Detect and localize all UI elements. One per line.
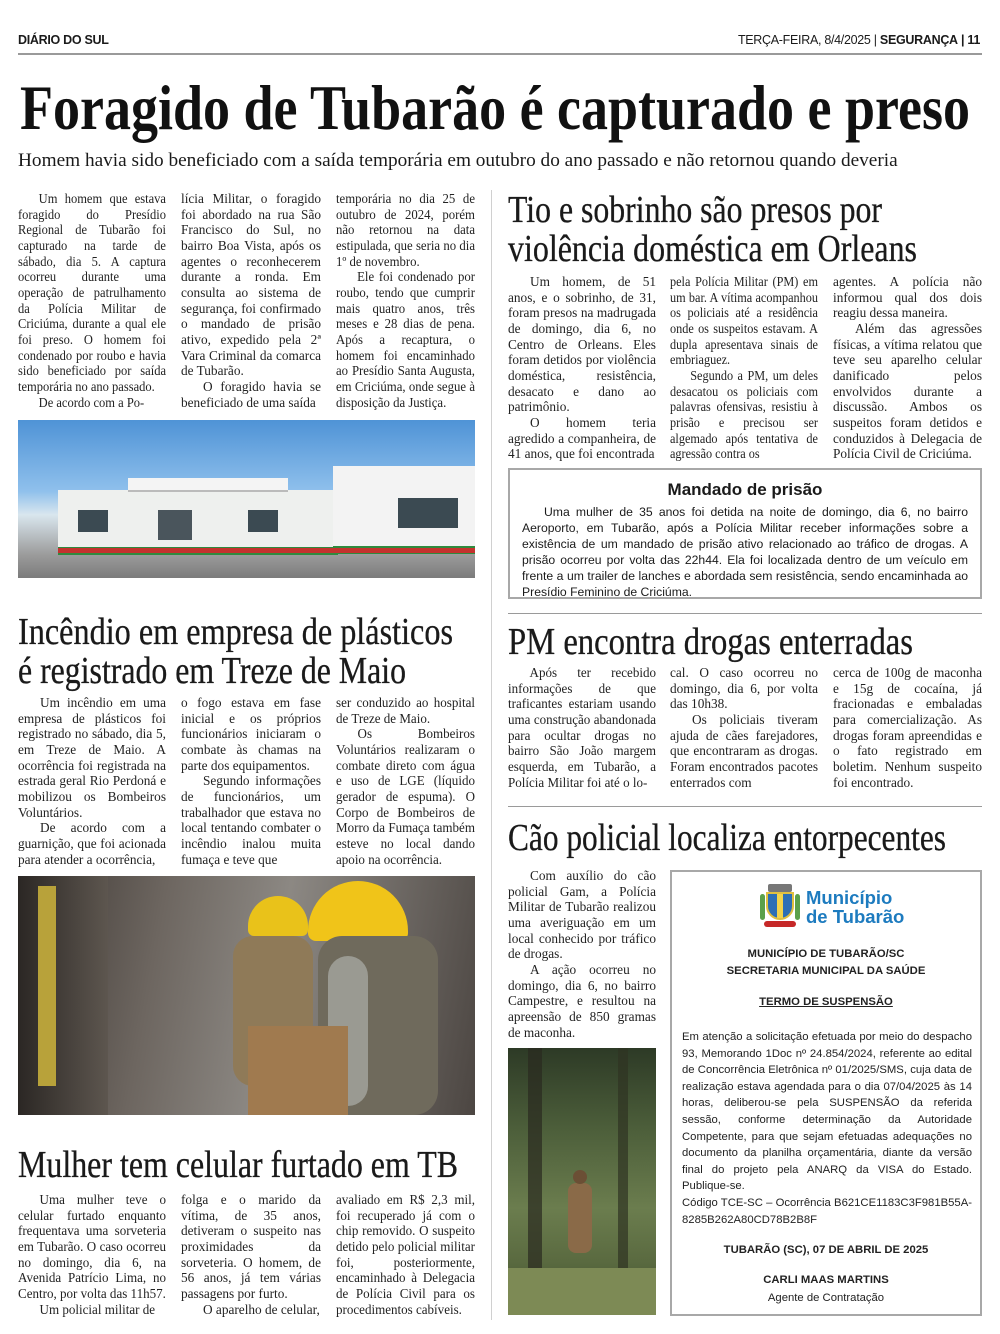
headline-line: PM encontra drogas enterradas [508, 621, 913, 663]
headline-line: Tio e sobrinho são presos por [508, 189, 882, 231]
article-column [508, 868, 656, 1040]
prison-building-photo [18, 420, 475, 578]
tio-headline [508, 191, 994, 269]
box-body: Uma mulher de 35 anos foi detida na noite de domingo, dia 6, no bairro Aeroporto, em Tubarão, após a Polícia Militar receber informações sobre a existência de um mandado de prisão ativo relacionado ao tráfico de drogas. A prisão ocorreu por volta das 22h44. Ela foi localizada dentro de um veículo em frente a um trailer de lanches e abordada sem resistência, sendo encaminhada ao Presídio Feminino de Criciúma. [522, 505, 968, 599]
article-column [508, 665, 656, 790]
paragraph: temporária no dia 25 de outubro de 2024, porém não retornou na data estipulada, que seria no dia 1º de novembro. [336, 191, 475, 269]
paragraph: avaliado em R$ 2,3 mil, foi recuperado já com o chip removido. O suspeito detido pelo policial militar foi, posteriormente, encaminhado à Delegacia de Polícia Civil para os procedimentos cabíveis. [336, 1192, 475, 1317]
paragraph: Os Bombeiros Voluntários realizaram o combate direto com água e uso de LGE (líquido gerador de espuma). O Corpo de Bombeiros de Morro da Fumaça também esteve no local dando apoio na ocorrência. [336, 726, 475, 867]
paragraph: Ele foi condenado por roubo, tendo que cumprir mais quatro anos, três meses e 28 dias de pena. Após a recaptura, o homem foi encaminhado ao Presídio Santa Augusta, em Criciúma, onde segue à disposição da Justiça. [336, 269, 475, 410]
paragraph: De acordo com a guarnição, que foi acionada para atender a ocorrência, [18, 820, 166, 867]
ad-signer-name: CARLI MAAS MARTINS [763, 1274, 889, 1286]
ad-logo-text [806, 888, 904, 926]
article-column [18, 1192, 166, 1317]
paragraph: Com auxílio do cão policial Gam, a Polícia Militar de Tubarão realizou uma averiguação em um local conhecido por tráfico de drogas. [508, 868, 656, 962]
headline-text: Foragido de Tubarão é capturado e preso [20, 72, 970, 143]
article-column [833, 274, 982, 462]
separator: | [873, 33, 877, 47]
section-rule [508, 613, 982, 614]
column-text [181, 1192, 321, 1317]
public-notice-ad [670, 870, 982, 1316]
ad-code: Código TCE-SC – Ocorrência B621CE1183C3F981B55A-8285B262A80CD78B2B8F [682, 1196, 972, 1226]
column-text [181, 695, 321, 867]
logo-line: Município [806, 887, 893, 908]
column-text [508, 274, 656, 462]
paragraph: o fogo estava em fase inicial e os próprios funcionários iniciaram o combate às chamas na parte dos equipamentos. [181, 695, 321, 773]
paragraph: Após ter recebido informações de que traficantes estariam usando uma construção abandonada para ocultar drogas no bairro São João margem esquerda, em Tubarão, a Polícia Militar foi até o lo- [508, 665, 656, 790]
section-rule [508, 806, 982, 807]
ad-heading [672, 946, 980, 980]
page-info [738, 33, 980, 47]
paragraph: Segundo informações de funcionários, um trabalhador que estava no local tentando combater o incêndio inalou muita fumaça e teve que [181, 773, 321, 867]
article-column [670, 665, 818, 790]
mulher-headline [18, 1146, 542, 1185]
paragraph: Um incêndio em uma empresa de plásticos foi registrado no sábado, dia 5, em Treze de Maio. A ocorrência foi registrada na estrada geral Rio Perdoná e mobilizou os Bombeiros Voluntários. [18, 695, 166, 820]
column-text [336, 695, 475, 867]
ad-body-text: Em atenção a solicitação efetuada por meio do despacho 93, Memorando 1Doc nº 24.854/2024, referente ao edital de Concorrência Eletrônica nº 01/2025/SMS, cuja data de realização estava agendada para o dia 07/04/2025 às 14 horas, deliberou-se pela SUSPENSÃO da referida sessão, conforme determinação da Autoridade Competente, para que sejam efetuadas adequações no documento da planilha orçamentária, diante da versão final do projeto pela ANARQ da VISA do Estado. Publique-se. [682, 1031, 972, 1193]
column-text [670, 665, 818, 790]
box-title: Mandado de prisão [667, 480, 823, 499]
headline-line: é registrado em Treze de Maio [18, 650, 406, 692]
ad-heading-line: SECRETARIA MUNICIPAL DA SAÚDE [726, 965, 926, 977]
article-column [181, 695, 321, 867]
paragraph: Uma mulher teve o celular furtado enquanto frequentava uma sorveteria em Tubarão. O caso ocorreu no domingo, dia 6, na Avenida Patrício Lima, no Centro, por volta das 11h57. [18, 1192, 166, 1301]
header-rule [18, 53, 982, 55]
headline-line: Mulher tem celular furtado em TB [18, 1144, 458, 1186]
main-headline [20, 72, 1000, 143]
police-dog-photo [508, 1048, 656, 1315]
column-text [833, 665, 982, 790]
page-number: 11 [967, 33, 980, 47]
paragraph: O foragido havia se beneficiado de uma saída [181, 378, 321, 410]
article-column [181, 191, 321, 410]
column-text [18, 1192, 166, 1317]
article-column [336, 1192, 475, 1317]
column-text [336, 1192, 475, 1317]
column-text [18, 191, 166, 410]
mandado-box [508, 468, 982, 599]
column-text [181, 191, 321, 410]
cao-headline [508, 819, 1000, 858]
paragraph: O homem teria agredido a companheira, de 41 anos, que foi encontrada [508, 414, 656, 462]
column-text [833, 274, 982, 462]
ad-place-date: TUBARÃO (SC), 07 DE ABRIL DE 2025 [723, 1244, 929, 1256]
column-text [508, 868, 656, 1040]
article-column [18, 191, 166, 410]
issue-date: TERÇA-FEIRA, 8/4/2025 [737, 33, 871, 47]
paragraph: cerca de 100g de maconha e 15g de cocaína, já fracionadas e embaladas para comercialização. As drogas foram apreendidas e o fato registrado em boletim. Nenhum suspeito foi encontrado. [833, 665, 982, 790]
headline-line: Cão policial localiza entorpecentes [508, 817, 946, 859]
article-column [833, 665, 982, 790]
article-column [670, 274, 818, 462]
paragraph: Os policiais tiveram ajuda de cães farejadores, que encontraram as drogas. Foram encontrados pacotes enterrados com [670, 711, 818, 790]
paragraph: Um homem que estava foragido do Presídio Regional de Tubarão foi capturado na tarde de sábado, dia 5. A captura ocorreu durante uma operação de patrulhamento da Polícia Militar de Criciúma, durante a qual ele foi preso. O homem foi condenado por roubo e havia sido beneficiado por saída temporária no ano passado. [18, 191, 166, 394]
logo-line: de Tubarão [806, 906, 905, 927]
ad-body [682, 1029, 972, 1228]
paragraph: Segundo a PM, um deles desacatou os policiais com palavras ofensivas, resistiu à prisão e precisou ser algemado após tentativa de agressão contra os [670, 367, 818, 462]
article-column [336, 191, 475, 410]
column-text [336, 191, 475, 410]
column-text [508, 665, 656, 790]
firefighters-photo [18, 876, 475, 1115]
paragraph: Um homem, de 51 anos, e o sobrinho, de 31, foram presos na madrugada de domingo, dia 6, no Centro de Orleans. Eles foram detidos por violência doméstica, resistência, desacato e dano ao patrimônio. [508, 274, 656, 415]
paragraph: pela Polícia Militar (PM) em um bar. A vítima acompanhou os policiais até a residência onde os suspeitos estavam. A dupla apresentava sinais de embriaguez. [670, 274, 818, 368]
incendio-headline [18, 613, 531, 691]
paragraph: Um policial militar de [39, 1301, 156, 1317]
section-name: SEGURANÇA [879, 33, 958, 47]
paragraph: O aparelho de celular, [203, 1301, 320, 1317]
article-column [508, 274, 656, 462]
paragraph: folga e o marido da vítima, de 35 anos, detiveram o suspeito nas proximidades da sorveteria. O homem, de 56 anos, já tem várias passagens por furto. [181, 1192, 321, 1301]
paragraph: ser conduzido ao hospital de Treze de Maio. [336, 695, 475, 726]
article-column [336, 695, 475, 867]
ad-heading-line: MUNICÍPIO DE TUBARÃO/SC [747, 948, 905, 960]
paragraph: agentes. A polícia não informou qual dos dois reagiu dessa maneira. [833, 274, 982, 321]
ad-term-title: TERMO DE SUSPENSÃO [759, 996, 893, 1008]
pm-headline [508, 623, 980, 662]
column-text [18, 695, 166, 867]
article-column [181, 1192, 321, 1317]
paragraph: lícia Militar, o foragido foi abordado na rua São Francisco do Sul, no bairro Boa Vista, após os agentes o reconhecerem durante a ronda. Em consulta ao sistema de segurança, foi confirmado o mandado de prisão ativo, expedido pela 2ª Vara Criminal da comarca de Tubarão. [181, 191, 321, 379]
article-column [18, 695, 166, 867]
headline-line: violência doméstica em Orleans [508, 228, 917, 270]
paragraph: De acordo com a Po- [38, 394, 145, 410]
ad-signer-role: Agente de Contratação [767, 1292, 885, 1304]
paragraph: A ação ocorreu no domingo, dia 6, no bairro Campestre, e resultou na apreensão de 850 gramas de maconha. [508, 961, 656, 1040]
paragraph: Além das agressões físicas, a vítima relatou que teve seu aparelho celular danificado pelos envolvidos durante a discussão. Ambos os suspeitos foram detidos e conduzidos à Delegacia de Polícia Civil de Criciúma. [833, 320, 982, 462]
separator: | [960, 33, 965, 47]
paragraph: cal. O caso ocorreu no domingo, dia 6, por volta das 10h38. [670, 665, 818, 712]
main-subtitle: Homem havia sido beneficiado com a saída temporária em outubro do ano passado e não retornou quando deveria [18, 150, 898, 171]
newspaper-name: DIÁRIO DO SUL [18, 33, 109, 47]
column-text [670, 274, 818, 462]
tubarao-coat-of-arms-logo [760, 884, 800, 930]
headline-line: Incêndio em empresa de plásticos [18, 611, 453, 653]
